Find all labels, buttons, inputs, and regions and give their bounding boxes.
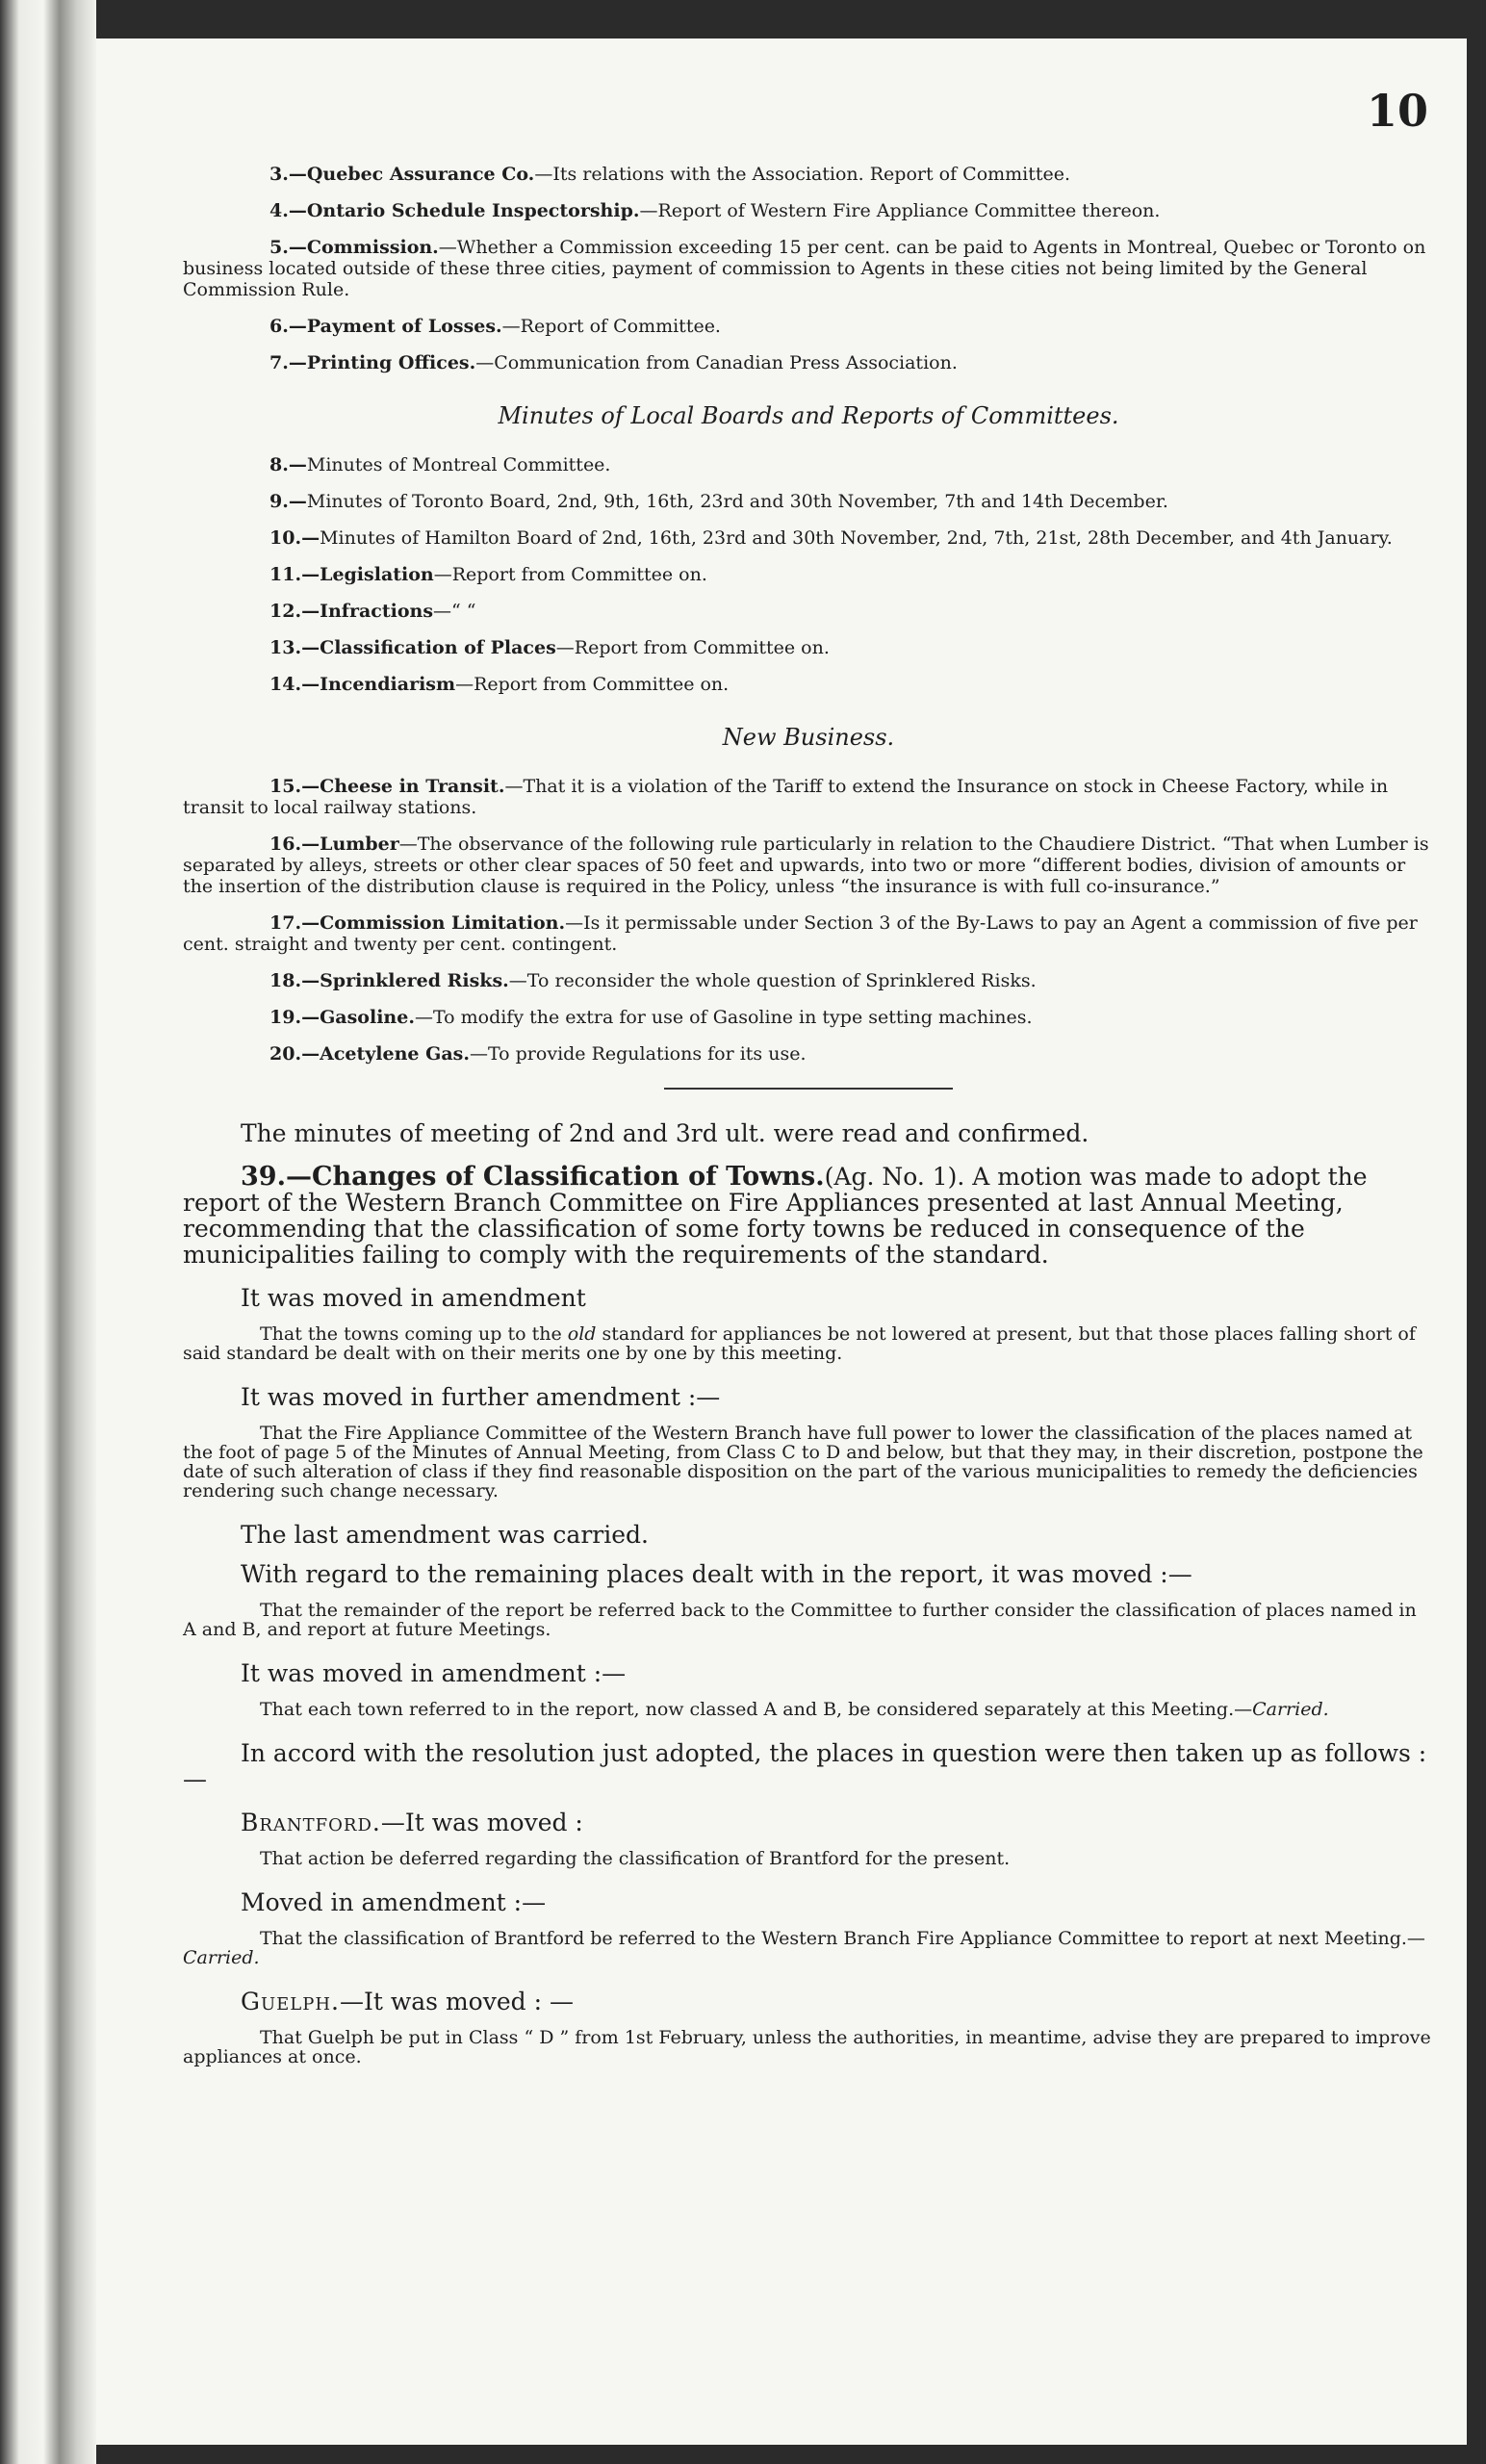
agenda-item: 12.—Infractions—“ “ (269, 601, 476, 622)
agenda-item-heading: 14.—Incendiarism (269, 674, 456, 695)
agenda-item-text: To provide Regulations for its use. (487, 1043, 807, 1065)
local-list (183, 454, 1434, 695)
agenda-item-heading: 3.—Quebec Assurance Co. (269, 164, 535, 185)
item-39-text: (Ag. No. 1). A motion was made to adopt the report of the Western Branch Committee on Fire Appliances presented at last Annual Meeting, recommending that the classification of some forty towns be reduced in consequence of the municipalities failing to comply with the requirements of the standard. (183, 1163, 1368, 1269)
guelph-lead: Guelph.—It was moved : — (241, 1988, 574, 2015)
item-39-title: Changes of Classification of Towns. (311, 1162, 825, 1192)
agenda-item: 14.—Incendiarism—Report from Committee on. (269, 674, 730, 695)
minutes-body (183, 1120, 1434, 2066)
agenda-item: 13.—Classification of Places—Report from Committee on. (269, 637, 830, 658)
agenda-item-heading: 19.—Gasoline. (269, 1007, 415, 1028)
agenda-item-text: Its relations with the Association. Report of Committee. (552, 164, 1071, 185)
agenda-item-heading: 8.— (269, 454, 307, 475)
agenda-item (183, 527, 1434, 549)
brantford-amend-text: That the classification of Brantford be referred to the Western Branch Fire Appliance Committee to report at next Meeting.—Carried. (183, 1928, 1425, 1968)
agenda-list (183, 164, 1434, 373)
brantford-amend-lead: Moved in amendment :— (241, 1888, 547, 1916)
agenda-item-text: Report from Committee on. (451, 564, 707, 585)
agenda-item-heading: 18.—Sprinklered Risks. (269, 970, 509, 991)
brantford-lead: Brantford.—It was moved : (241, 1809, 583, 1836)
agenda-item (183, 491, 1434, 512)
agenda-item-heading: 6.—Payment of Losses. (269, 316, 502, 337)
agenda-item-text: Minutes of Montreal Committee. (306, 454, 611, 475)
agenda-item-heading: 12.—Infractions (269, 601, 434, 622)
agenda-item-text: Communication from Canadian Press Association. (494, 352, 958, 373)
agenda-item-text: Report from Committee on. (474, 674, 730, 695)
agenda-item-text: That it is a violation of the Tariff to extend the Insurance on stock in Cheese Factory, while in transit to local railway stations. (183, 776, 1389, 818)
agenda-item-heading: 15.—Cheese in Transit. (269, 776, 505, 797)
brantford-text: That action be deferred regarding the classification of Brantford for the present. (260, 1848, 1011, 1869)
remaining-text: That the remainder of the report be referred back to the Committee to further consider the classification of places named in A and B, and report at future Meetings. (183, 1600, 1417, 1640)
agenda-item-text: Minutes of Toronto Board, 2nd, 9th, 16th, 23rd and 30th November, 7th and 14th December. (306, 491, 1168, 512)
agenda-item: 5.—Commission.—Whether a Commission exceeding 15 per cent. can be paid to Agents in Montreal, Quebec or Toronto on business located outside of these three cities, payment of commission to Agents in these cities not being limited by the General Commission Rule. (183, 237, 1426, 300)
section-heading-local: Minutes of Local Boards and Reports of Committees. (498, 402, 1119, 429)
agenda-item-heading: 4.—Ontario Schedule Inspectorship. (269, 200, 640, 221)
agenda-item-text: Report of Western Fire Appliance Committee thereon. (657, 200, 1161, 221)
book-spine (0, 0, 96, 2464)
amendment-1-text: That the towns coming up to the old standard for appliances be not lowered at present, but that those places falling short of said standard be dealt with on their merits one by one by this meeting. (183, 1323, 1416, 1364)
agenda-item-heading: 5.—Commission. (269, 237, 439, 258)
agenda-item-text: To reconsider the whole question of Sprinklered Risks. (526, 970, 1037, 991)
page-content (183, 164, 1434, 2088)
agenda-item-heading: 20.—Acetylene Gas. (269, 1043, 470, 1065)
amendment-1-lead: It was moved in amendment (241, 1284, 586, 1312)
remaining-lead: With regard to the remaining places dealt with in the report, it was moved :— (241, 1560, 1192, 1588)
agenda-item-heading: 16.—Lumber (269, 834, 399, 855)
agenda-item-heading: 11.—Legislation (269, 564, 434, 585)
agenda-item-heading: 17.—Commission Limitation. (269, 912, 566, 934)
item-39-number: 39. (241, 1162, 286, 1192)
agenda-item-text: “ “ (451, 601, 476, 622)
agenda-item-text: To modify the extra for use of Gasoline in type setting machines. (432, 1007, 1033, 1028)
agenda-item-text: Is it permissable under Section 3 of the By-Laws to pay an Agent a commission of five per cent. straight and twenty per cent. contingent. (183, 912, 1418, 955)
agenda-item: 15.—Cheese in Transit.—That it is a violation of the Tariff to extend the Insurance on stock in Cheese Factory, while in transit to local railway stations. (183, 776, 1389, 818)
agenda-item-text: Whether a Commission exceeding 15 per cent. can be paid to Agents in Montreal, Quebec or Toronto on business located outside of these three cities, payment of commission to Agents in these cities not being limited by the General Commission Rule. (183, 237, 1426, 300)
agenda-item-text: Report from Committee on. (574, 637, 830, 658)
agenda-item-text: Report of Committee. (520, 316, 721, 337)
agenda-item: 3.—Quebec Assurance Co.—Its relations with the Association. Report of Committee. (269, 164, 1071, 185)
agenda-item: 4.—Ontario Schedule Inspectorship.—Report of Western Fire Appliance Committee thereon. (269, 200, 1161, 221)
amendment-3-text: That each town referred to in the report, now classed A and B, be considered separately at this Meeting.—Carried. (260, 1699, 1329, 1720)
divider (664, 1088, 953, 1090)
last-amendment-carried: The last amendment was carried. (241, 1521, 649, 1549)
amendment-2-lead: It was moved in further amendment :— (241, 1383, 721, 1411)
amendment-2-text: That the Fire Appliance Committee of the Western Branch have full power to lower the classification of the places named at the foot of page 5 of the Minutes of Annual Meeting, from Class C to D and below, but that they may, in their discretion, postpone the date of such alteration of class if they find reasonable disposition on the part of the various municipalities to remedy the deficiencies rendering such change necessary. (183, 1423, 1423, 1502)
agenda-item-text: The observance of the following rule particularly in relation to the Chaudiere District. “That when Lumber is separated by alleys, streets or other clear spaces of 50 feet and upwards, into two or more “different bodies, division of amounts or the insertion of the distribution clause is required in the Policy, unless “the insurance is with full co-insurance.” (183, 834, 1429, 897)
agenda-item: 17.—Commission Limitation.—Is it permissable under Section 3 of the By-Laws to pay an Agent a commission of five per cent. straight and twenty per cent. contingent. (183, 912, 1418, 955)
agenda-item: 19.—Gasoline.—To modify the extra for use of Gasoline in type setting machines. (269, 1007, 1033, 1028)
minutes-confirmed: The minutes of meeting of 2nd and 3rd ult. were read and confirmed. (241, 1119, 1089, 1147)
agenda-item-heading: 10.— (269, 527, 320, 549)
agenda-item: 11.—Legislation—Report from Committee on. (269, 564, 707, 585)
agenda-item-text: Minutes of Hamilton Board of 2nd, 16th, 23rd and 30th November, 2nd, 7th, 21st, 28th December, and 4th January. (320, 527, 1393, 549)
agenda-item: 16.—Lumber—The observance of the following rule particularly in relation to the Chaudiere District. “That when Lumber is separated by alleys, streets or other clear spaces of 50 feet and upwards, into two or more “different bodies, division of amounts or the insertion of the distribution clause is required in the Policy, unless “the insurance is with full co-insurance.” (183, 834, 1429, 897)
item-39: 39.—Changes of Classification of Towns.(Ag. No. 1). A motion was made to adopt the report of the Western Branch Committee on Fire Appliances presented at last Annual Meeting, recommending that the classification of some forty towns be reduced in consequence of the municipalities failing to comply with the requirements of the standard. (183, 1162, 1368, 1269)
agenda-item: 7.—Printing Offices.—Communication from Canadian Press Association. (269, 352, 958, 373)
amendment-3-lead: It was moved in amendment :— (241, 1659, 627, 1687)
page-number: 10 (1366, 85, 1428, 137)
agenda-item-heading: 7.—Printing Offices. (269, 352, 476, 373)
agenda-item: 18.—Sprinklered Risks.—To reconsider the whole question of Sprinklered Risks. (269, 970, 1037, 991)
guelph-text: That Guelph be put in Class “ D ” from 1st February, unless the authorities, in meantime, advise they are prepared to improve appliances at once. (183, 2027, 1431, 2067)
new-business-list (183, 776, 1434, 1065)
agenda-item (183, 454, 1434, 475)
agenda-item: 6.—Payment of Losses.—Report of Committee. (269, 316, 721, 337)
accord-text: In accord with the resolution just adopted, the places in question were then taken up as follows :— (183, 1739, 1427, 1793)
agenda-item-heading: 9.— (269, 491, 307, 512)
agenda-item: 20.—Acetylene Gas.—To provide Regulations for its use. (269, 1043, 807, 1065)
section-heading-new: New Business. (722, 724, 895, 751)
document-page (96, 38, 1467, 2445)
agenda-item-heading: 13.—Classification of Places (269, 637, 556, 658)
